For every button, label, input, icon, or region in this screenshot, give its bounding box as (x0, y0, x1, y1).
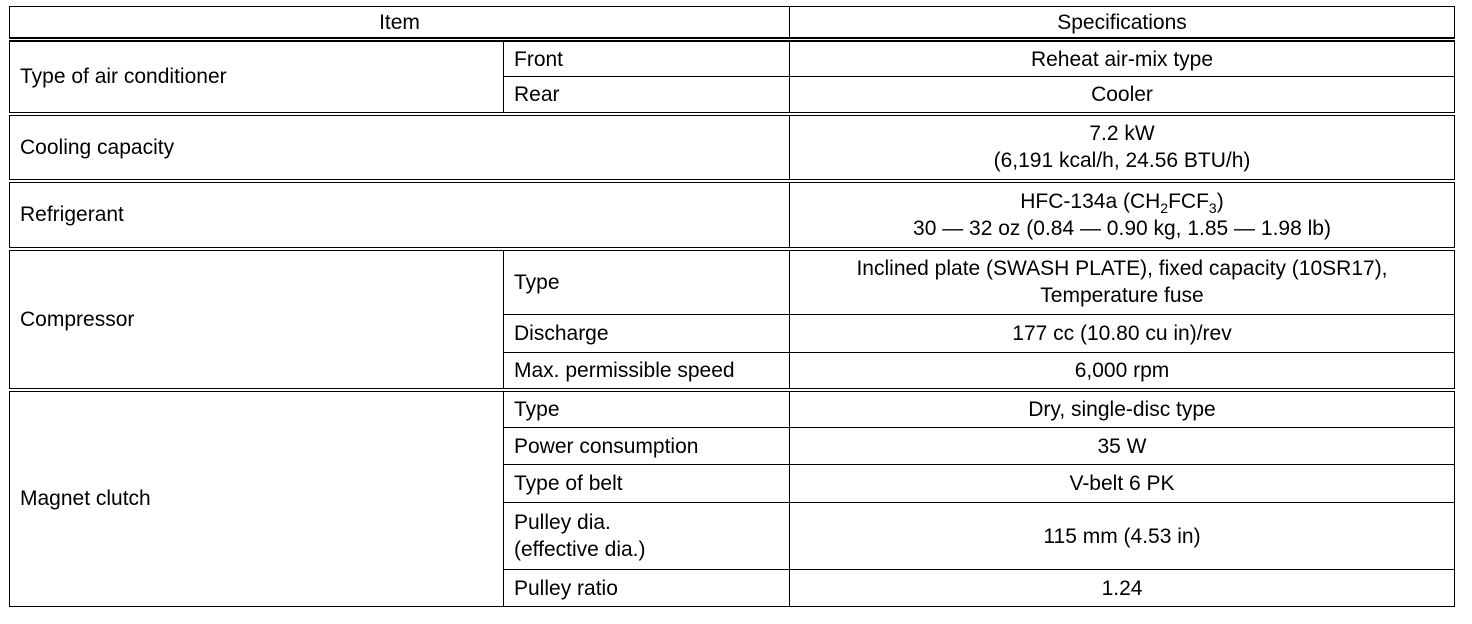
header-item: Item (10, 7, 790, 40)
refrigerant-name-part: FCF (1168, 189, 1209, 213)
clutch-pulley-ratio-value: 1.24 (790, 570, 1455, 607)
clutch-type-value: Dry, single-disc type (790, 390, 1455, 428)
table-row (10, 181, 1455, 249)
refrigerant-value (790, 181, 1455, 249)
clutch-pulley-dia-label (504, 503, 790, 570)
compressor-speed-label: Max. permissible speed (504, 353, 790, 390)
refrigerant-subscript: 2 (1160, 199, 1169, 216)
ac-rear-value: Cooler (790, 77, 1455, 114)
clutch-belt-label: Type of belt (504, 465, 790, 503)
pulley-dia-line2: (effective dia.) (514, 538, 646, 561)
compressor-type-label: Type (504, 249, 790, 315)
cooling-capacity-kw: 7.2 kW (1089, 122, 1155, 145)
ac-type-label: Type of air conditioner (10, 40, 504, 114)
header-specifications: Specifications (790, 7, 1455, 40)
refrigerant-amount: 30 — 32 oz (0.84 — 0.90 kg, 1.85 — 1.98 lb) (913, 216, 1331, 240)
compressor-type-line1: Inclined plate (SWASH PLATE), fixed capacity (10SR17), (856, 257, 1388, 281)
compressor-type-value (790, 249, 1455, 315)
ac-front-value: Reheat air-mix type (790, 40, 1455, 77)
clutch-belt-value: V-belt 6 PK (790, 465, 1455, 503)
refrigerant-subscript: 3 (1208, 199, 1217, 216)
compressor-speed-value: 6,000 rpm (790, 353, 1455, 390)
clutch-pulley-ratio-label: Pulley ratio (504, 570, 790, 607)
clutch-pulley-dia-value: 115 mm (4.53 in) (790, 503, 1455, 570)
refrigerant-label: Refrigerant (10, 181, 790, 249)
compressor-type-line2: Temperature fuse (1040, 284, 1204, 308)
refrigerant-name (800, 188, 1444, 215)
clutch-power-label: Power consumption (504, 428, 790, 465)
refrigerant-name-part: HFC-134a (CH (1020, 189, 1161, 213)
table-row (10, 390, 1455, 428)
ac-rear-label: Rear (504, 77, 790, 114)
header-row (10, 7, 1455, 40)
table-row (10, 249, 1455, 315)
magnet-clutch-label: Magnet clutch (10, 390, 504, 607)
table-row (10, 40, 1455, 77)
pulley-dia-line1: Pulley dia. (514, 511, 611, 534)
table-row (10, 114, 1455, 181)
compressor-label: Compressor (10, 249, 504, 390)
clutch-power-value: 35 W (790, 428, 1455, 465)
compressor-discharge-label: Discharge (504, 315, 790, 353)
cooling-capacity-label: Cooling capacity (10, 114, 790, 181)
cooling-capacity-value (790, 114, 1455, 181)
specifications-table (9, 6, 1455, 607)
cooling-capacity-alt-units: (6,191 kcal/h, 24.56 BTU/h) (993, 149, 1251, 172)
ac-front-label: Front (504, 40, 790, 77)
refrigerant-name-part: ) (1216, 189, 1224, 213)
compressor-discharge-value: 177 cc (10.80 cu in)/rev (790, 315, 1455, 353)
clutch-type-label: Type (504, 390, 790, 428)
